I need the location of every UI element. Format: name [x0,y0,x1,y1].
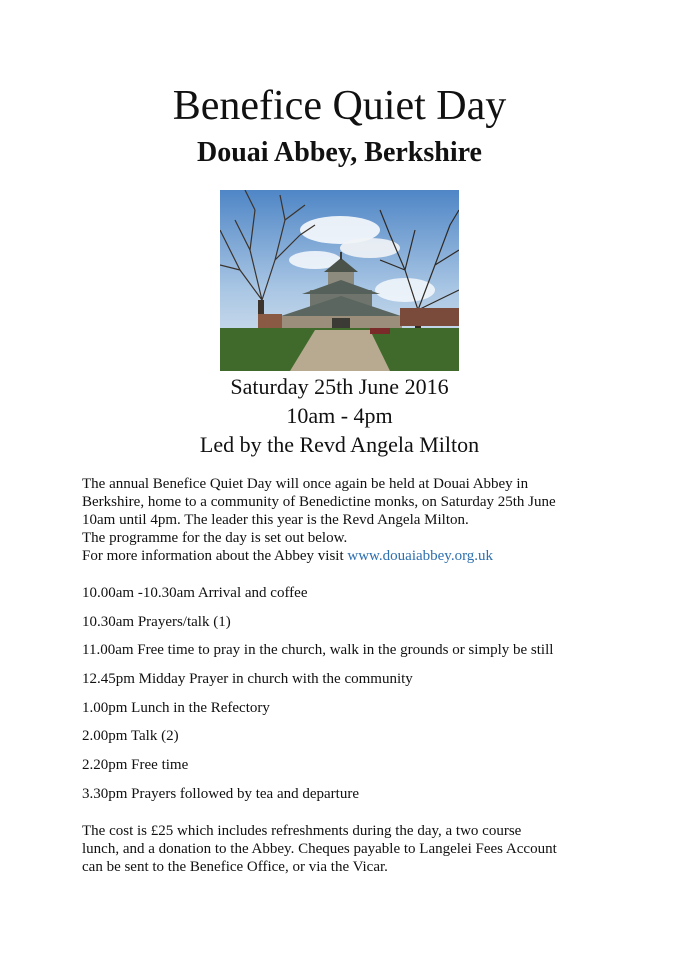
event-leader: Led by the Revd Angela Milton [199,432,480,457]
programme-schedule [82,584,662,814]
schedule-item: 12.45pm Midday Prayer in church with the community [82,671,413,688]
cost-paragraph [82,822,622,876]
schedule-item: 3.30pm Prayers followed by tea and departure [82,785,359,802]
more-info-text: For more information about the Abbey visit [82,548,348,564]
schedule-item: 10.30am Prayers/talk (1) [82,613,231,630]
cost-line: lunch, and a donation to the Abbey. Cheques payable to Langelei Fees Account [82,841,557,857]
intro-line: The programme for the day is set out below. [82,530,348,546]
schedule-item: 1.00pm Lunch in the Refectory [82,699,270,716]
cost-line: The cost is £25 which includes refreshments during the day, a two course [82,823,522,839]
intro-line: The annual Benefice Quiet Day will once again be held at Douai Abbey in [82,476,529,492]
intro-line: 10am until 4pm. The leader this year is the Revd Angela Milton. [82,512,469,528]
cost-line: can be sent to the Benefice Office, or via the Vicar. [82,859,388,875]
schedule-item: 11.00am Free time to pray in the church, walk in the grounds or simply be still [82,642,554,659]
abbey-website-link[interactable]: www.douaiabbey.org.uk [347,548,494,564]
page-subtitle: Douai Abbey, Berkshire [197,137,482,168]
intro-paragraph [82,475,642,565]
schedule-item: 2.20pm Free time [82,757,189,774]
schedule-item: 2.00pm Talk (2) [82,728,179,745]
page-title: Benefice Quiet Day [172,83,507,129]
event-time: 10am - 4pm [286,403,393,428]
intro-line: Berkshire, home to a community of Benedictine monks, on Saturday 25th June [82,494,556,510]
abbey-photo [220,190,459,371]
more-info-line [82,547,642,565]
schedule-item: 10.00am -10.30am Arrival and coffee [82,585,308,601]
event-date: Saturday 25th June 2016 [230,374,449,399]
